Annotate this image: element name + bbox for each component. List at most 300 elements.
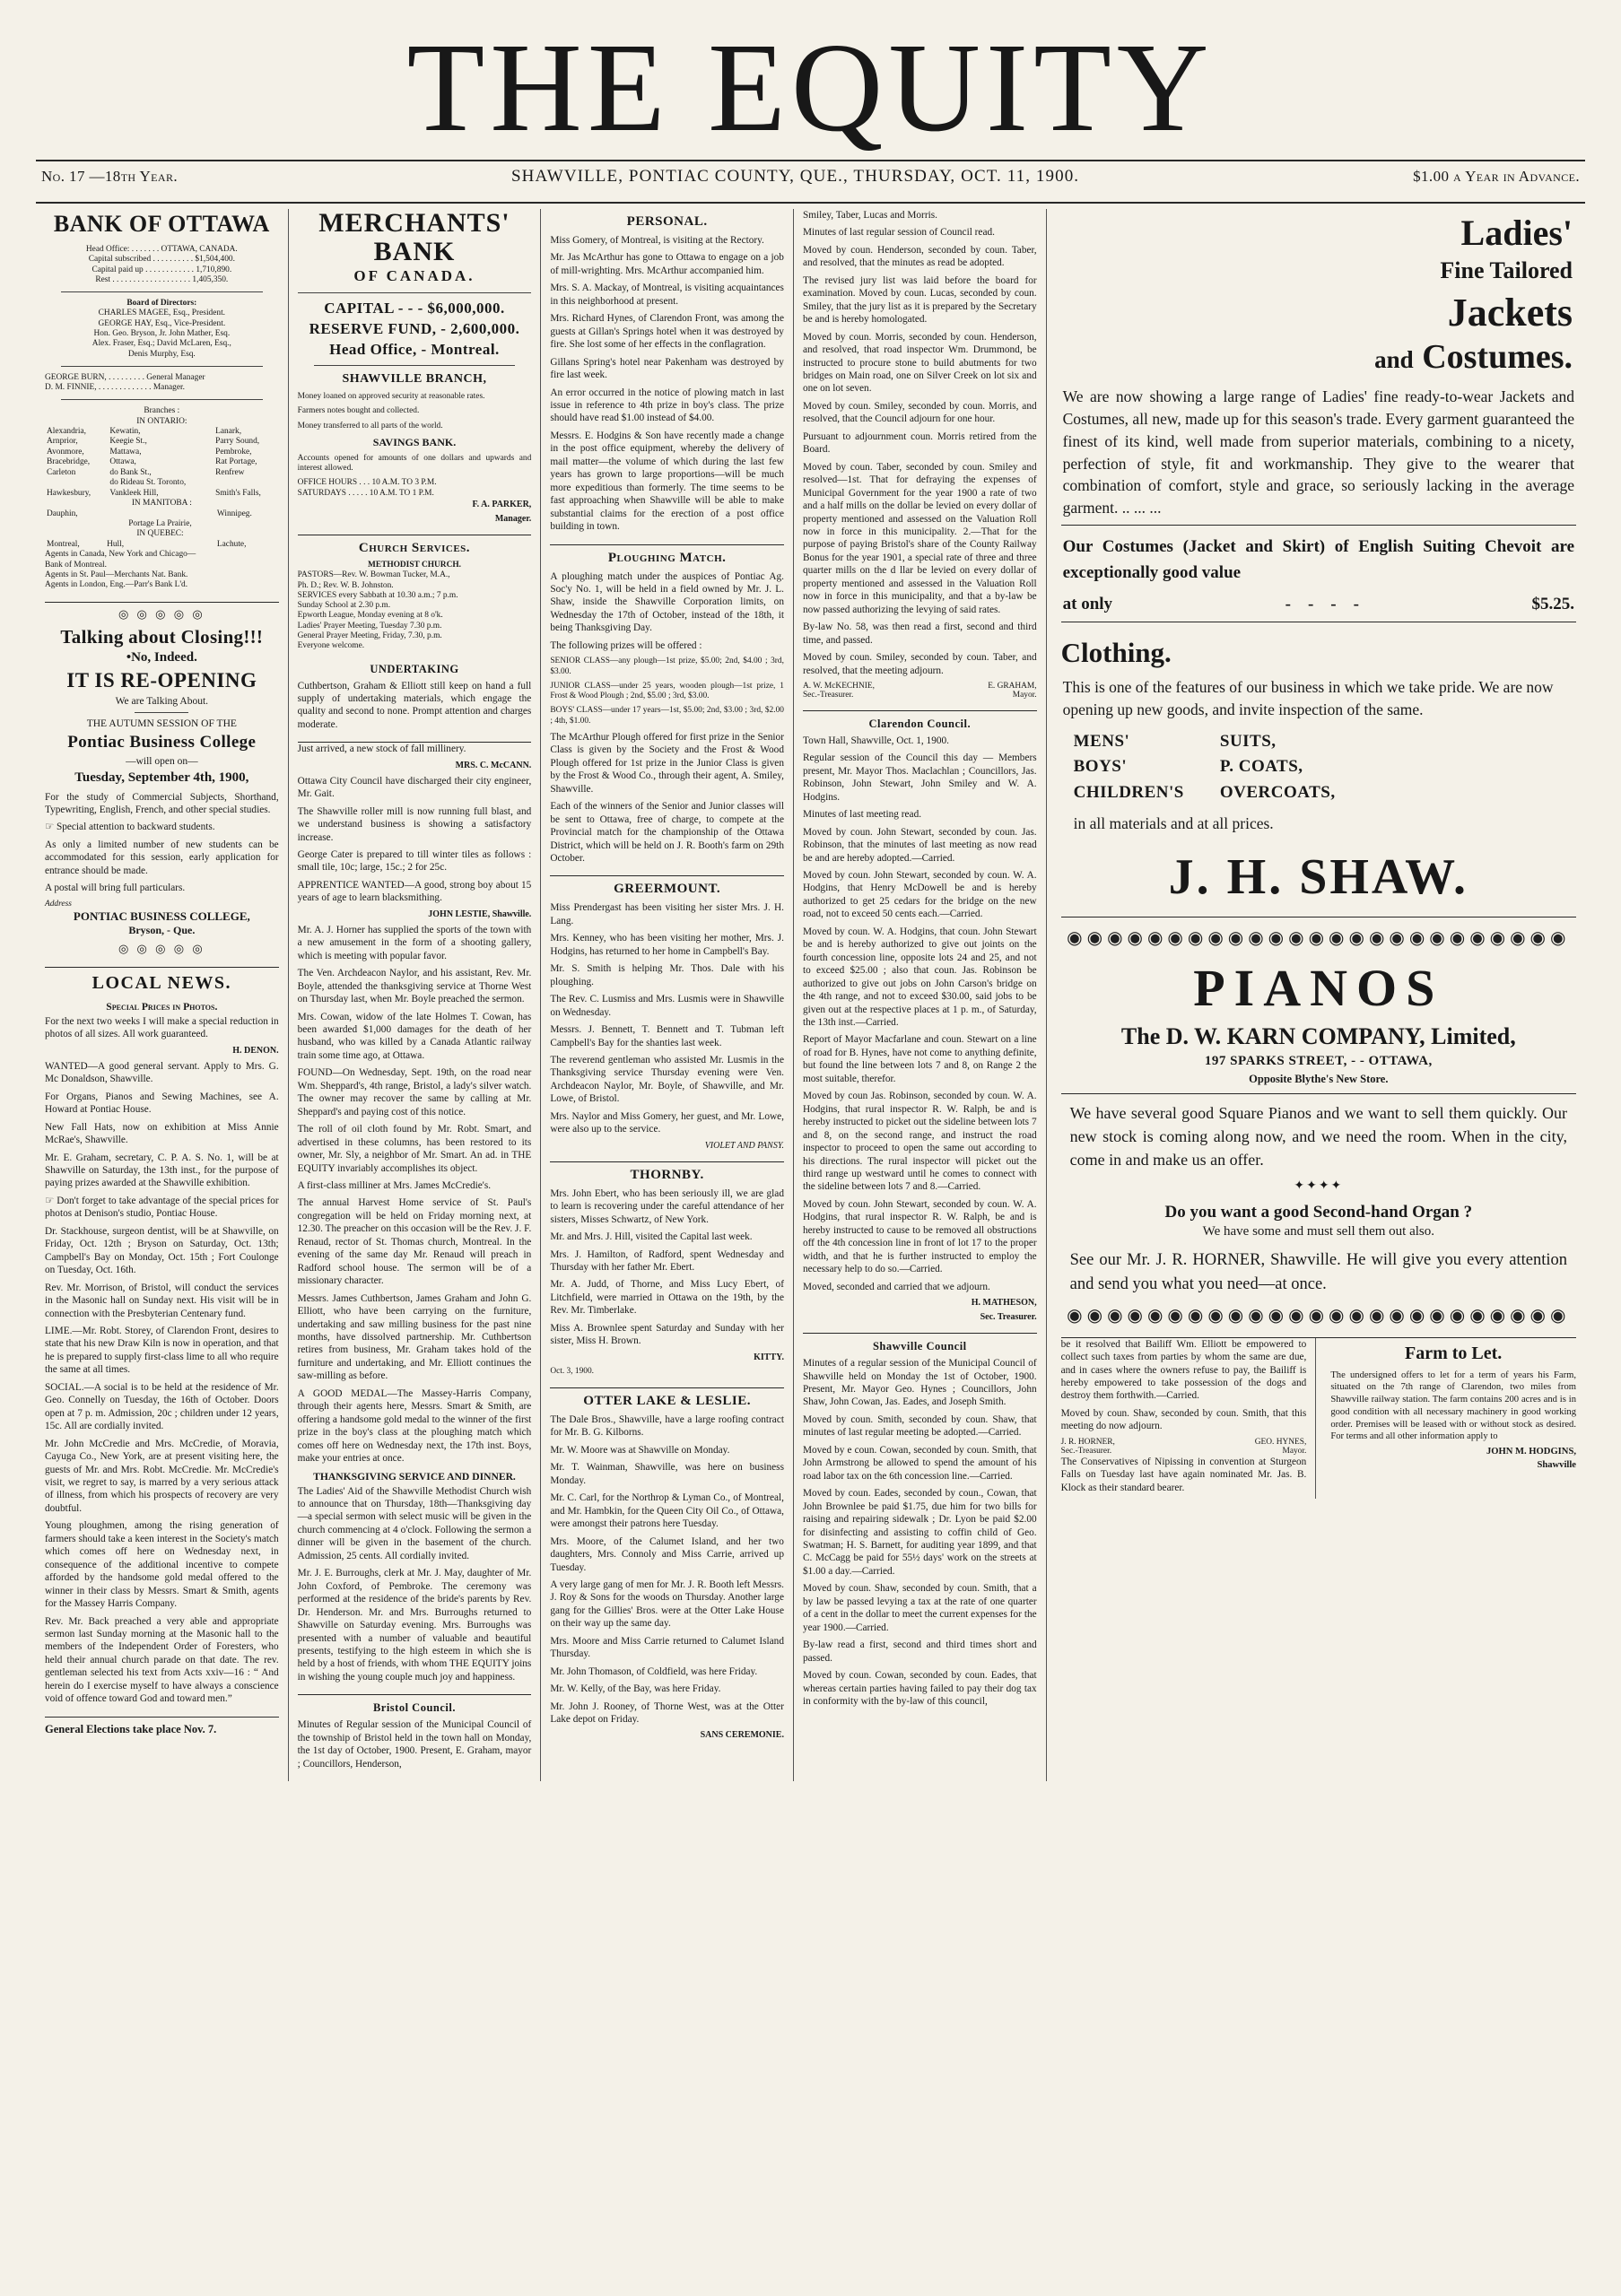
divider — [550, 544, 784, 545]
branch-cell: Kewatin, — [109, 426, 141, 436]
clothing-list-left — [1074, 729, 1184, 806]
service-line: PASTORS—Rev. W. Bowman Tucker, M.A., — [297, 570, 450, 580]
branch-cell — [214, 478, 278, 488]
savings-body: Accounts opened for amounts of one dollars and upwards and interest allowed. — [297, 453, 532, 474]
divider — [550, 875, 784, 876]
agent-line: Agents in St. Paul—Merchants Nat. Bank. — [45, 570, 188, 579]
otter-item: Mr. John J. Rooney, of Thorne West, was at the Otter Lake depot on Friday. — [550, 1700, 784, 1726]
local-items-2 — [298, 743, 532, 1683]
ad-pontiac-business-college — [45, 607, 279, 956]
officer: D. M. FINNIE, . . . . . . . . . . . . . Manager. — [45, 383, 185, 393]
branch-cell: Bracebridge, — [47, 457, 91, 467]
ad-line-jackets: Jackets — [1447, 291, 1573, 335]
organ-question: Do you want a good Second-hand Organ ? — [1164, 1202, 1473, 1222]
clarendon-para: Minutes of last meeting read. — [802, 809, 922, 821]
thornby-date: Oct. 3, 1900. — [550, 1366, 595, 1376]
autumn-session-line: THE AUTUMN SESSION OF THE — [86, 718, 237, 729]
college-body-3: As only a limited number of new students can be accommodated for this session, early application for entrance should be made. — [45, 839, 279, 876]
section-otter-lake-leslie — [550, 1394, 784, 1741]
column-1 — [36, 209, 288, 1781]
bank-agents — [45, 550, 279, 590]
dateline-rule — [36, 202, 1585, 204]
piano-body: We have several good Square Pianos and we want to sell them quickly. Our new stock is coming along now, and we need the room. When in the city, come in and make us an offer. — [1069, 1103, 1568, 1169]
farm-advertiser-name: JOHN M. HODGINS, — [1486, 1447, 1576, 1457]
clarendon-para: Report of Mayor Macfarlane and coun. Stewart on a line of road for B. Hynes, have not come to anything definite, but found the line between lots 7 and 8, on Range 2 the most suitable, therefor. — [802, 1034, 1037, 1084]
item-body: The Shawville roller mill is now running full blast, and we understand business is showing a satisfactory increase. — [297, 805, 532, 843]
ad-headline-2: •No, Indeed. — [126, 649, 197, 665]
college-address-city: Bryson, - Que. — [128, 923, 196, 936]
item-body: Mr. A. J. Horner has supplied the sports of the town with a new amusement in the form of a shooting gallery, which is meeting with popular favor. — [297, 924, 532, 961]
college-body-4: A postal will bring full particulars. — [45, 883, 186, 894]
branch-cell: Arnprior, — [47, 437, 78, 447]
office-hours-2: SATURDAYS . . . . . 10 A.M. TO 1 P.M. — [297, 488, 434, 498]
ad-subline: We are Talking About. — [115, 695, 209, 707]
divider — [550, 1161, 784, 1162]
council-signatures — [803, 682, 1037, 691]
divider — [61, 366, 263, 367]
branch-line: Farmers notes bought and collected. — [297, 406, 420, 416]
branch-cell: Mattawa, — [109, 447, 142, 457]
clothing-lists — [1074, 729, 1576, 806]
ad-merchants-bank — [298, 209, 532, 524]
greermount-heading: GREERMOUNT. — [614, 882, 721, 897]
ad-body-text: We are now showing a large range of Ladies' fine ready-to-wear Jackets and Costumes, all new, made up for this season's trade. Every garment guaranteed the finest of its kind, well made from superior materials, combining to a nicety, perfection of style, fit and workmanship. They give to the wearer that combination of comfort, style and grace, so seriously lacking in the average garment. .. ... ... — [1062, 387, 1575, 517]
council-para: Moved by coun. Morris, seconded by coun. Henderson, and resolved, that road inspector Wm. Drummond, be instructed to procure stone to build abutments for two bridges on Main road, one on Silver Creek on lot six and one on lot seven. — [802, 331, 1037, 395]
masthead-text: THE EQUITY — [406, 16, 1215, 158]
branch-cell: Alexandria, — [47, 426, 86, 436]
clothing-mens: MENS' — [1073, 731, 1130, 751]
clarendon-para: Moved by coun. W. A. Hodgins, that coun. John Stewart be and is hereby authorized to give out joints on the fourth concession line, opposite lots 24 and 25, and not to exceed $25.00 ; also that coun. Jas. Robinson be authorized to give out jobs on John Carson's bridge on the 4th range, and not to exceed $30.00, said jobs to be given out at the respective places at 1 p. m., of Saturday, the 13th inst.—Carried. — [802, 926, 1037, 1029]
mayor-title: Mayor. — [1012, 690, 1037, 700]
council-para: Moved by coun. Smiley, seconded by coun. Taber, and resolved, that the meeting adjourn. — [802, 652, 1037, 676]
agent-line: Bank of Montreal. — [45, 560, 107, 570]
item-signature: JOHN LESTIE, Shawville. — [428, 909, 532, 919]
bead-ornament-bottom: ◉◉◉◉◉◉◉◉◉◉◉◉◉◉◉◉◉◉◉◉◉◉◉◉◉ — [1067, 1305, 1571, 1326]
session-date: Tuesday, September 4th, 1900, — [74, 770, 249, 785]
branch-cell: Rat Portage, — [215, 457, 257, 467]
council-para: The revised jury list was laid before the board for examination. Moved by coun. Lucas, seconded by coun. Smiley, that the jury list as it is prepared by the Secretary be and is hereby homologated. — [802, 274, 1037, 326]
manager-title: Manager. — [494, 513, 532, 524]
otter-item: Mr. W. Moore was at Shawville on Monday. — [550, 1444, 730, 1456]
branch-cell — [45, 529, 105, 539]
address-label: Address — [45, 899, 72, 909]
section-thornby — [550, 1168, 784, 1377]
undertaking-heading: UNDERTAKING — [370, 662, 459, 675]
item-body: The Ven. Archdeacon Naylor, and his assistant, Rev. Mr. Boyle, attended the thanksgiving service at Thorne West on Thursday last, when Mr. Boyle preached the sermon. — [297, 968, 532, 1005]
branch-cell: Pembroke, — [215, 447, 252, 457]
council-para: Minutes of last regular session of Council read. — [802, 227, 995, 239]
item-body: The roll of oil cloth found by Mr. Robt. Smart, and advertised in these columns, has been restored to its owner, Mr. Sly, a neighbor of Mr. Smart. An ad. in THE EQUITY invariably accomplishes its object. — [297, 1124, 532, 1174]
otter-lake-heading: OTTER LAKE & LESLIE. — [583, 1393, 751, 1408]
subscription-price: $1.00 a Year in Advance. — [1413, 168, 1580, 185]
office-hours-1: OFFICE HOURS . . . 10 A.M. TO 3 P.M. — [297, 478, 437, 488]
thanksgiving-body: The Ladies' Aid of the Shawville Methodist Church wish to announce that on Thursday, 18th—Thanksgiving day—a special sermon with select music will be given in the church commencing at 4 o'clock. Following the sermon a dinner will be given in the basement of the church. Admission, 25 cents. All cordially invited. — [297, 1485, 532, 1561]
otter-item: Mr. John Thomason, of Coldfield, was here Friday. — [550, 1665, 758, 1677]
otter-item: Mr. T. Wainman, Shawville, was here on business Monday. — [550, 1462, 784, 1486]
bank-officers — [45, 373, 279, 394]
divider — [45, 967, 279, 968]
branch-cell: Smith's Falls, — [215, 488, 261, 498]
bank-subtitle: OF CANADA. — [353, 267, 475, 284]
branch-cell: Parry Sound, — [215, 437, 260, 447]
branch-line: Money loaned on approved security at reasonable rates. — [297, 392, 485, 401]
item-body: Ottawa City Council have discharged their city engineer, Mr. Gait. — [297, 775, 532, 800]
farm-advertiser-place: Shawville — [1537, 1460, 1576, 1471]
bank-line: Head Office: . . . . . . . OTTAWA, CANADA. — [85, 245, 238, 254]
officer: GEORGE BURN, . . . . . . . . . General Manager — [45, 372, 205, 382]
council-para: By-law No. 58, was then read a first, second and third time, and passed. — [802, 622, 1037, 646]
board-member: Denis Murphy, Esq. — [127, 349, 196, 359]
secretary-title: Sec.-Treasurer. — [802, 690, 854, 700]
organ-answer: We have some and must sell them out also. — [1202, 1223, 1434, 1239]
service-line: General Prayer Meeting, Friday, 7.30, p.m. — [297, 631, 442, 640]
branch-line: Money transferred to all parts of the world. — [297, 421, 443, 430]
clothing-boys: BOYS' — [1073, 757, 1128, 777]
college-body-2: ☞ Special attention to backward students. — [45, 822, 215, 833]
local-news-heading: LOCAL NEWS. — [92, 972, 232, 993]
section-local-news — [45, 973, 279, 1706]
item-body: Rev. Mr. Morrison, of Bristol, will conduct the services in the Masonic hall on Sunday next. His visit will be in connection with the Presbyterian Centenary fund. — [45, 1282, 279, 1319]
item-body: FOUND—On Wednesday, Sept. 19th, on the road near Wm. Sheppard's, 4th range, Bristol, a lady's silver watch. The owner may recover the same by calling at Mr. Sheppard's and paying cost of this notice. — [297, 1067, 532, 1118]
branch-cell: Keegie St., — [109, 437, 147, 447]
divider — [45, 602, 279, 603]
section-greermount — [550, 882, 784, 1150]
branch-cell: Hull, — [107, 539, 125, 549]
ad-costumes-word: Costumes. — [1422, 338, 1573, 376]
manager-name: F. A. PARKER, — [472, 499, 532, 509]
item-signature: H. DENON. — [232, 1045, 279, 1056]
personal-item: Gillans Spring's hotel near Pakenham was destroyed by fire last week. — [550, 356, 784, 381]
personal-item: An error occurred in the notice of plowing match in last issue in reference to 4th prize in boy's class. The prize should have read $1.00 instead of $4.00. — [550, 387, 784, 424]
mayor-name: GEO. HYNES, — [1254, 1437, 1307, 1447]
piano-address-note: Opposite Blythe's New Store. — [1249, 1072, 1389, 1085]
clothing-childrens: CHILDREN'S — [1073, 782, 1184, 802]
manitoba-heading: IN MANITOBA : — [131, 499, 192, 509]
item-body: ☞ Don't forget to take advantage of the special prices for photos at Denison's studio, Pontiac House. — [45, 1195, 279, 1220]
ad-headline-1: Talking about Closing!!! — [60, 625, 264, 648]
clothing-closing: in all materials and at all prices. — [1073, 814, 1274, 833]
bank-line: Capital paid up . . . . . . . . . . . . 1,710,890. — [92, 265, 232, 274]
shawville-council-continued — [1061, 1338, 1317, 1500]
plough-para: The following prizes will be offered : — [550, 639, 702, 651]
clarendon-para: Moved by coun. John Stewart, seconded by coun. Jas. Robinson, that the minutes of last meeting as now read be and are hereby adopted.—Carried. — [802, 826, 1037, 864]
ad-farm-to-let — [1330, 1338, 1576, 1500]
branch-cell — [105, 509, 215, 519]
prize-junior: JUNIOR CLASS—under 25 years, wooden plough—1st prize, 1 Frost & Wood Plough ; 2nd, $5.00 ; 3rd, $3.00. — [550, 681, 784, 701]
divider — [803, 1333, 1037, 1334]
board-member: GEORGE HAY, Esq., Vice-President. — [98, 318, 226, 328]
board-member: Alex. Fraser, Esq.; David McLaren, Esq., — [92, 339, 231, 349]
branch-cell: Hawkesbury, — [47, 488, 92, 498]
otter-item: Mrs. Moore, of the Calumet Island, and her two daughters, Mrs. Connoly and Miss Carrie, arrived up Tuesday. — [550, 1535, 784, 1573]
plough-para: Each of the winners of the Senior and Junior classes will be sent to Ottawa, free of charge, to compete at the Provincial match for the championship of the Ottawa District, which will be held on J. R. Booth's farm on 29th October. — [550, 801, 784, 864]
board-list — [45, 309, 279, 359]
branches-heading: Branches : — [144, 406, 180, 416]
item-body: WANTED—A good general servant. Apply to Mrs. G. Mc Donaldson, Shawville. — [45, 1060, 279, 1085]
divider — [45, 1717, 279, 1718]
plough-para: The McArthur Plough offered for first prize in the Senior Class is given by the Society and the Frost & Wood Plough offered for 1st prize in the Junior Class is given by the Frost & Wood Co., through their agent, A. Smiley, Shawville. — [550, 731, 784, 795]
item-body: Mrs. Cowan, widow of the late Holmes T. Cowan, has been awarded $1,000 damages for the death of her husband, who was killed by a Canada Atlantic railway train some time ago, at Ottawa. — [297, 1011, 532, 1061]
mayor-name: E. GRAHAM, — [988, 681, 1037, 691]
item-body: A first-class milliner at Mrs. James McCredie's. — [297, 1180, 492, 1191]
otter-item: Mr. W. Kelly, of the Bay, was here Friday. — [550, 1683, 721, 1695]
swirl-ornament: ✦✦✦✦ — [1294, 1178, 1344, 1193]
council-cont-para: be it resolved that Bailiff Wm. Elliott be empowered to collect such taxes from parties by whom the same are due, and in cases where the owners refuse to pay, the Bailiff is hereby empowered to take possession of the dogs and destroy them forthwith.—Carried. — [1060, 1338, 1307, 1402]
clothing-overcoats: OVERCOATS, — [1219, 782, 1336, 802]
divider — [61, 399, 263, 400]
divider — [298, 1694, 532, 1695]
bottom-two-columns — [1061, 1338, 1576, 1500]
service-line: Ph. D.; Rev. W. B. Johnston. — [297, 580, 394, 590]
greermount-item: The reverend gentleman who assisted Mr. Lusmis in the Thanksgiving service Thursday evening were Ven. Archdeacon Naylor, Mr. Boyle, of Shawville, and Mr. Lowe, of Bristol. — [550, 1054, 784, 1105]
council-names: Smiley, Taber, Lucas and Morris. — [802, 210, 937, 221]
thornby-item: Miss A. Brownlee spent Saturday and Sunday with her sister, Miss H. Brown. — [550, 1322, 784, 1347]
shawville-para: Moved by coun. Smith, seconded by coun. Shaw, that minutes of last regular meeting be adopted.—Carried. — [802, 1413, 1037, 1439]
branch-cell: Montreal, — [47, 539, 80, 549]
personal-item: Mrs. S. A. Mackay, of Montreal, is visiting acquaintances in this neighborhood at present. — [550, 283, 784, 307]
place-date: SHAWVILLE, PONTIAC COUNTY, QUE., THURSDAY, OCT. 11, 1900. — [511, 167, 1080, 186]
branch-cell — [215, 519, 279, 529]
divider — [1061, 917, 1576, 918]
offer-price: $5.25. — [1531, 595, 1574, 614]
shawville-council-heading: Shawville Council — [872, 1340, 967, 1353]
personal-item: Mrs. Richard Hynes, of Clarendon Front, was among the guests at Gillan's Springs hotel when it was destroyed by fire. She lost some of her effects in the conflagration. — [550, 313, 784, 351]
clothing-suits: SUITS, — [1219, 731, 1277, 751]
council-para: Moved by coun. Henderson, seconded by coun. Taber, and resolved, that the minutes as read be adopted. — [802, 244, 1037, 269]
savings-bank-heading: SAVINGS BANK. — [372, 435, 457, 448]
branch-name: SHAWVILLE BRANCH, — [342, 372, 487, 386]
otter-item: The Dale Bros., Shawville, have a large roofing contract for Mr. B. G. Kilborns. — [550, 1413, 784, 1439]
farm-to-let-body: The undersigned offers to let for a term of years his Farm, situated on the 7th range of Clarendon, two miles from Shawville railway station. The farm contains 200 acres and is in good condition with all necessary machinery in good working order. Premises will be leased with or without stock as desired. For terms and all other information apply to — [1330, 1370, 1576, 1442]
election-notice: General Elections take place Nov. 7. — [45, 1722, 217, 1735]
clarendon-para: Moved by coun Jas. Robinson, seconded by coun. W. A. Hodgins, that rural inspector R. W. Ralph, be and is hereby instructed to picket out the sideline between lots 7 and 8, on the second range, and instruct the road inspector to proceed to open the same out according to his directions. The rural inspector will picket out the third range up westward until he comes to connect with the sideline between lots 7 and 8.—Carried. — [802, 1091, 1037, 1193]
masthead-title — [36, 16, 1585, 158]
branch-cell: Dauphin, — [47, 509, 78, 518]
open-line: —will open on— — [126, 755, 198, 767]
clarendon-council-heading: Clarendon Council. — [868, 717, 972, 730]
service-line: Sunday School at 2.30 p.m. — [297, 601, 391, 611]
council-para: Moved by coun. Taber, seconded by coun. Smiley and resolved—1st. That for defraying the expenses of Municipal Government for the year 1900 a rate of two and a half mills on the dollar be levied on every dollar of property mentioned and assessed on the Valuation Roll now in force in this municipality. 2.—That for the purpose of paying Bristol's share of the County Railway Bonus for the year 1901, a special rate of three and three quarter mills on the d llar be levied on every dollar of property mentioned and assessed in the Valuation Roll now in force in this municipality, and that a by-law be now passed authorizing the levying of said rates. — [802, 461, 1037, 615]
branch-cell: IN QUEBEC: — [136, 529, 184, 539]
section-shawville-council — [803, 1340, 1037, 1708]
branch-cell: Vankleek Hill, — [109, 488, 159, 498]
thornby-heading: THORNBY. — [630, 1167, 704, 1182]
item-body: Mr. E. Graham, secretary, C. P. A. S. No. 1, will be at Shawville on Saturday, the 13th inst., for the purpose of paying prizes awarded at the Shawville exhibition. — [45, 1152, 279, 1189]
bristol-council-body: Minutes of Regular session of the Municipal Council of the township of Bristol held in the town hall on Monday, the 1st day of October, 1900. Present, E. Graham, mayor ; Councillors, Henderson, — [297, 1719, 532, 1770]
item-body: Rev. Mr. Back preached a very able and appropriate sermon last Sunday morning at the Masonic hall to the members of the Independent Order of Foresters, who held their annual church parade on that date. The rev. gentleman selected his text from Acts xxiv—16 : “ And herein do I exercise myself to have always a conscience void of offence toward God and toward men.” — [45, 1615, 279, 1705]
clarendon-para: Moved, seconded and carried that we adjourn. — [802, 1281, 990, 1292]
item-heading: Special Prices in Photos. — [106, 1000, 218, 1013]
methodist-heading: METHODIST CHURCH. — [367, 560, 461, 570]
item-body: Just arrived, a new stock of fall millinery. — [297, 744, 466, 755]
item-body: George Cater is prepared to till winter tiles as follows : small tile, 10c; large, 15c.; 2 for 25c. — [297, 849, 532, 874]
ad-undertaking — [298, 663, 532, 732]
issue-number: No. 17 —18th Year. — [41, 168, 179, 185]
section-ploughing-match — [550, 551, 784, 865]
agent-line: Agents in Canada, New York and Chicago— — [45, 550, 196, 560]
section-personal — [550, 214, 784, 534]
ad-line-costumes — [1061, 337, 1573, 377]
conservative-note: The Conservatives of Nipissing in convention at Sturgeon Falls on Tuesday last have again nominated Mr. Jas. B. Klock as their standard bearer. — [1060, 1456, 1307, 1493]
clothing-list-right — [1220, 729, 1336, 806]
board-member: Hon. Geo. Bryson, Jr. John Mather, Esq. — [93, 328, 231, 338]
board-member: CHARLES MAGEE, Esq., President. — [98, 309, 226, 318]
shawville-para: Moved by coun. Eades, seconded by coun., Cowan, that John Brownlee be paid $1.75, due him for two bills for raising and repairing sidewalk ; Dr. Lyon be paid $2.00 for disinfecting and assisting to coffin child of Geo. Swatman; H. S. Barnett, for auditing year 1899, and that C. McCagg be paid for 55½ days' work on the streets at $1.00 a day.—Carried. — [802, 1488, 1037, 1577]
ontario-heading: IN ONTARIO: — [136, 416, 187, 426]
ad-offer-price-row — [1063, 595, 1574, 614]
thornby-item: Mrs. John Ebert, who has been seriously ill, we are glad to learn is recovering under the careful attendance of her sisters, Misses Schwartz, of New York. — [550, 1187, 784, 1225]
head-office-line: Head Office, - Montreal. — [329, 341, 500, 358]
bank-line: Capital subscribed . . . . . . . . . . $1,504,400. — [88, 255, 235, 265]
divider — [1061, 525, 1576, 526]
ad-line-ladies: Ladies' — [1460, 213, 1573, 253]
service-line: SERVICES every Sabbath at 10.30 a.m.; 7 p.m. — [297, 590, 458, 600]
item-body: For Organs, Pianos and Sewing Machines, see A. Howard at Pontiac House. — [45, 1091, 279, 1116]
column-5-advertising — [1046, 209, 1585, 1781]
item-body: Messrs. James Cuthbertson, James Graham and John G. Elliott, who have been carrying on the furniture, undertaking and saw milling business for the past nine months, have dissolved partnership. Mr. Cuthbertson retires from business, Mr. Graham takes hold of the furniture and undertaking, and Mr. Elliott continues the saw-milling as before. — [297, 1292, 532, 1382]
clarendon-para: Town Hall, Shawville, Oct. 1, 1900. — [802, 735, 949, 746]
ploughing-match-heading: Ploughing Match. — [607, 550, 727, 565]
section-bristol-council — [298, 1701, 532, 1770]
thanksgiving-heading: THANKSGIVING SERVICE AND DINNER. — [313, 1470, 516, 1483]
column-4 — [793, 209, 1046, 1781]
otter-item: Mr. C. Carl, for the Northrop & Lyman Co., of Montreal, and Mr. Hambkin, for the Queen City Oil Co., of Ottawa, were amongst their patrons here Tuesday. — [550, 1492, 784, 1530]
service-line: Everyone welcome. — [297, 641, 365, 651]
advertiser-signature: J. H. SHAW. — [1168, 848, 1468, 905]
thornby-item: Mr. A. Judd, of Thorne, and Miss Lucy Ebert, of Litchfield, were married in Ottawa on the 19th, by the Rev. Mr. Timberlake. — [550, 1279, 784, 1317]
thornby-signature: KITTY. — [754, 1352, 784, 1362]
greermount-signature: VIOLET AND PANSY. — [704, 1140, 784, 1151]
offer-text: Our Costumes (Jacket and Skirt) of English Suiting Chevoit are exceptionally good value — [1062, 537, 1575, 582]
otter-item: Mrs. Moore and Miss Carrie returned to Calumet Island Thursday. — [550, 1635, 784, 1660]
ad-headline-3: IT IS RE-OPENING — [66, 668, 257, 691]
branch-cell: Lanark, — [215, 426, 242, 436]
dot-ornament-top: ◎ ◎ ◎ ◎ ◎ — [118, 606, 205, 621]
item-signature: MRS. C. McCANN. — [455, 760, 532, 770]
prize-boys: BOYS' CLASS—under 17 years—1st, $5.00; 2nd, $3.00 ; 3rd, $2.00 ; 4th, $1.00. — [550, 706, 784, 726]
item-body: Young ploughmen, among the rising generation of farmers should take a keen interest in the Society's match which comes off here on Wednesday next, in consequence of the additional incentive to compete afforded by the handsome gold medal offered to the winner in their class by Messrs. Smart & Smith, agents for the Massey Harris Company. — [45, 1520, 279, 1610]
council-cont-titles — [1061, 1447, 1307, 1456]
service-line: Ladies' Prayer Meeting, Tuesday 7.30 p.m. — [297, 621, 442, 631]
personal-item: Messrs. E. Hodgins & Son have recently made a change in the post office equipment, whereby the delivery of mail matter—the volume of which during the last few years has grown to large proportions—will be much more expeditious than formerly. The time seems to be fast approaching when Shawville will be able to make substantial claims for the erection of a post office building in town. — [550, 430, 784, 533]
mayor-title: Mayor. — [1282, 1446, 1307, 1456]
greermount-item: Messrs. J. Bennett, T. Bennett and T. Tubman left Campbell's Bay for the shanties last week. — [550, 1024, 784, 1048]
shawville-para: Minutes of a regular session of the Municipal Council of Shawville held on Monday the 1st of October, 1900. Present, Mr. Mayor Geo. Hynes ; Councillors, John Shaw, John Cowan, Jas. Eades, and Joseph Smith. — [802, 1358, 1037, 1408]
greermount-item: The Rev. C. Lusmiss and Mrs. Lusmis were in Shawville on Wednesday. — [550, 994, 784, 1018]
bristol-council-heading: Bristol Council. — [372, 1701, 456, 1715]
clothing-heading: Clothing. — [1060, 637, 1172, 669]
manitoba-branch-table — [45, 509, 279, 551]
item-body: The annual Harvest Home service of St. Paul's congregation will be held on Friday morning next, at 12.30. The preacher on this occasion will be the Rev. J. F. Renaud, rector of St. Thomas church, Montreal. In the evening of the same day Mr. Renaud will preach in Radford school house. The sermon will be of a missionary character. — [297, 1197, 532, 1287]
greermount-item: Mrs. Naylor and Miss Gomery, her guest, and Mr. Lowe, were also up to the service. — [550, 1110, 784, 1135]
clarendon-secretary-title: Sec. Treasurer. — [980, 1312, 1037, 1323]
shawville-para: By-law read a first, second and third times short and passed. — [802, 1639, 1037, 1664]
content-columns — [36, 209, 1585, 1781]
divider — [314, 365, 516, 366]
divider — [298, 292, 532, 293]
section-bristol-council-cont — [803, 209, 1037, 700]
council-para: Pursuant to adjournment coun. Morris retired from the Board. — [802, 430, 1037, 456]
undertaking-body: Cuthbertson, Graham & Elliott still keep on hand a full supply of undertaking materials, which engage the quality and second to none. Prompt attention and charges moderate. — [297, 680, 532, 730]
offer-at-only: at only — [1062, 595, 1113, 614]
divider — [1061, 1093, 1576, 1094]
farm-to-let-heading: Farm to Let. — [1405, 1343, 1503, 1363]
ad-line-and: and — [1374, 346, 1414, 373]
dash-filler: - - - - — [1285, 595, 1359, 614]
pianos-headline: PIANOS — [1193, 958, 1444, 1017]
council-cont-signatures — [1061, 1438, 1307, 1447]
shawville-para: Moved by e coun. Cowan, seconded by coun. Smith, that John Armstrong be allowed to spend the amount of his road labor tax on the 6th concession line.—Carried. — [802, 1444, 1037, 1482]
item-body: New Fall Hats, now on exhibition at Miss Annie McRae's, Shawville. — [45, 1121, 279, 1146]
methodist-details — [298, 570, 532, 651]
bank-capital-lines — [45, 245, 279, 285]
otter-item: A very large gang of men for Mr. J. R. Booth left Messrs. J. Roy & Sons for the woods on Thursday. Another large gang for the Gillies' Bros. were at the Otter Lake House on their way up the same day. — [550, 1578, 784, 1630]
branch-cell: Lachute, — [216, 539, 247, 549]
ad-line-fine-tailored: Fine Tailored — [1440, 257, 1573, 283]
college-body-1: For the study of Commercial Subjects, Shorthand, Typewriting, English, French, and other special studies. — [45, 791, 279, 815]
branch-cell: Portage La Prairie, — [128, 518, 192, 528]
branch-cell: Carleton — [47, 467, 76, 477]
bead-ornament-top: ◉◉◉◉◉◉◉◉◉◉◉◉◉◉◉◉◉◉◉◉◉◉◉◉◉ — [1067, 927, 1571, 948]
secretary-name: A. W. McKECHNIE, — [802, 681, 875, 691]
bank-name: BANK OF OTTAWA — [53, 211, 270, 237]
reserve-line: RESERVE FUND, - 2,600,000. — [309, 320, 520, 337]
item-body: For the next two weeks I will make a special reduction in photos of all sizes. All work guaranteed. — [45, 1015, 279, 1040]
item-body: Dr. Stackhouse, surgeon dentist, will be at Shawville, on Friday, Oct. 12th ; Bryson on Saturday, Oct. 13th; Campbell's Bay on Monday, Oct. 15th ; Fort Coulonge on Tuesday, Oct. 16th. — [45, 1225, 279, 1276]
thornby-item: Mr. and Mrs. J. Hill, visited the Capital last week. — [550, 1231, 753, 1243]
section-clarendon-council — [803, 718, 1037, 1322]
piano-agent-note: See our Mr. J. R. HORNER, Shawville. He will give you every attention and send you what you need—at once. — [1069, 1250, 1568, 1293]
branch-cell: do Rideau St. Toronto, — [109, 478, 187, 488]
clarendon-para: Regular session of the Council this day — Members present, Mr. Mayor Thos. Maclachlan ; Councillors, Jas. Robinson, John Stewart, John Smiley and W. A. Hodgins. — [802, 752, 1037, 803]
capital-line: CAPITAL - - - $6,000,000. — [324, 300, 505, 317]
service-line: Epworth League, Monday evening at 8 o'k. — [297, 611, 443, 621]
column-3 — [540, 209, 793, 1781]
greermount-item: Mrs. Kenney, who has been visiting her mother, Mrs. J. Hodgins, has returned to her home in Campbell's Bay. — [550, 933, 784, 957]
otter-signature: SANS CEREMONIE. — [700, 1730, 784, 1741]
secretary-name: J. R. HORNER, — [1060, 1437, 1115, 1447]
personal-item: Mr. Jas McArthur has gone to Ottawa to engage on a job of mill-wrighting. Mrs. McArthur accompanied him. — [550, 252, 784, 276]
shawville-para: Moved by coun. Cowan, seconded by coun. Eades, that whereas certain parties having failed to pay their dog tax in conformity with the by-law of this council, — [802, 1670, 1037, 1707]
ad-jh-shaw — [1061, 214, 1576, 906]
branch-cell — [215, 529, 279, 539]
ad-karn-pianos — [1061, 926, 1576, 1326]
branch-cell: Winnipeg. — [216, 509, 252, 518]
bank-name: MERCHANTS' BANK — [318, 208, 510, 266]
branch-cell: Renfrew — [215, 467, 245, 477]
church-services-heading: Church Services. — [358, 540, 471, 555]
dateline — [36, 161, 1585, 193]
thornby-item: Mrs. J. Hamilton, of Radford, spent Wednesday and Thursday with her father Mr. Ebert. — [550, 1248, 784, 1273]
clothing-body: This is one of the features of our business in which we take pride. We are now opening up new goods, and invite inspection of the same. — [1062, 678, 1554, 719]
shawville-para: Moved by coun. Shaw, seconded by coun. Smith, that a by law be passed levying a tax at the rate of one quarter of a cent in the dollar to meet the current expenses for the year 1900.—Carried. — [802, 1583, 1037, 1633]
branch-cell — [45, 478, 108, 488]
college-address: PONTIAC BUSINESS COLLEGE, — [73, 909, 250, 923]
plough-para: A ploughing match under the auspices of Pontiac Ag. Soc'y No. 1, will be held in a field owned by Mr. J. L. Shaw, inside the Shawville Corporation limits, on Wednesday the 17th of October, instead of the 18th, it being Thanksgiving Day. — [550, 570, 784, 634]
ad-bank-of-ottawa — [45, 211, 279, 591]
piano-company: The D. W. KARN COMPANY, Limited, — [1120, 1022, 1516, 1049]
column-2 — [288, 209, 541, 1781]
divider — [803, 710, 1037, 711]
council-cont-para: Moved by coun. Shaw, seconded by coun. Smith, that this meeting do now adjourn. — [1060, 1407, 1307, 1432]
branch-cell: do Bank St., — [109, 467, 152, 477]
section-church-services — [298, 541, 532, 652]
branch-cell — [45, 519, 105, 529]
council-para: Moved by coun. Smiley, seconded by coun. Morris, and resolved, that the Council adjourn for one hour. — [802, 400, 1037, 425]
clarendon-secretary-name: H. MATHESON, — [971, 1298, 1037, 1309]
prize-senior: SENIOR CLASS—any plough—1st prize, $5.00; 2nd, $4.00 ; 3rd, $3.00. — [550, 657, 784, 676]
branch-cell: Ottawa, — [109, 457, 136, 467]
